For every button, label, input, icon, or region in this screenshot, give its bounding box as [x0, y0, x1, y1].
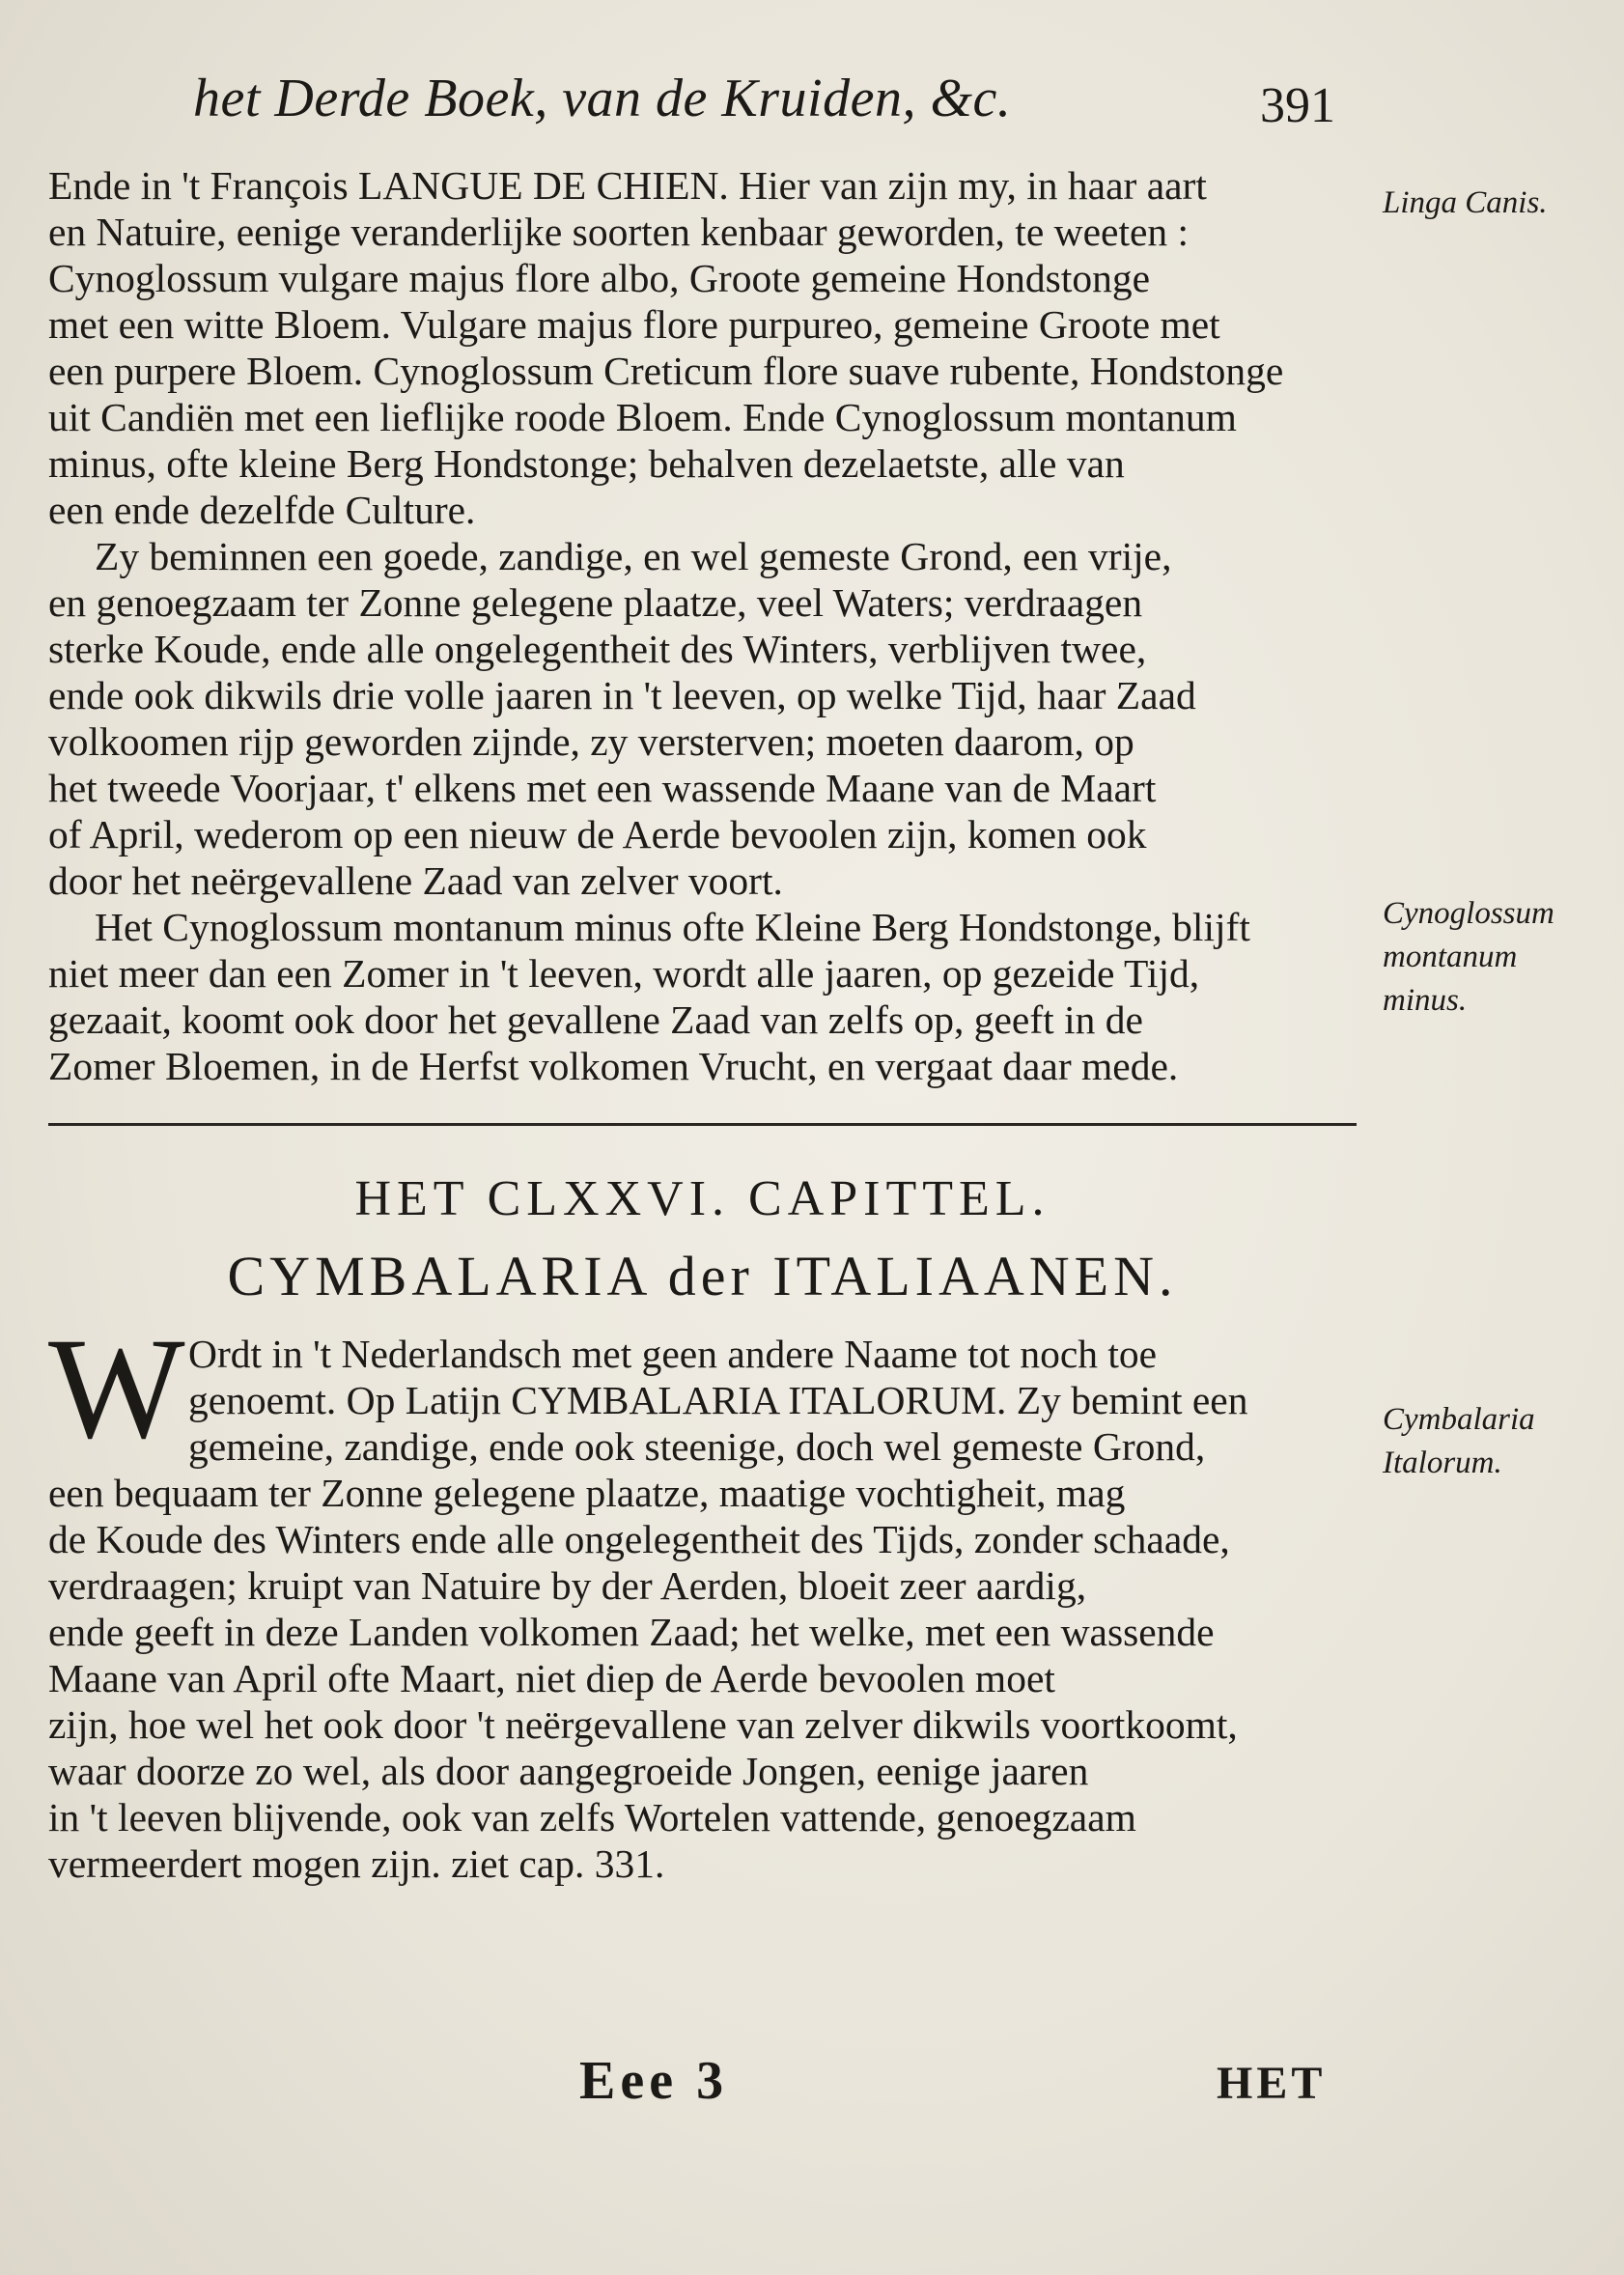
- chapter-title: CYMBALARIA der ITALIAANEN.: [227, 1245, 1178, 1307]
- text-line: met een witte Bloem. Vulgare majus flore purpureo, gemeine Groote met: [48, 302, 1220, 347]
- text-line: Ende in 't François LANGUE DE CHIEN. Hier van zijn my, in haar aart: [48, 163, 1207, 208]
- text-line: een bequaam ter Zonne gelegene plaatze, maatige vochtigheit, mag: [48, 1471, 1126, 1515]
- text-line: en genoegzaam ter Zonne gelegene plaatze, veel Waters; verdraagen: [48, 580, 1143, 625]
- text-line: en Natuire, eenige veranderlijke soorten kenbaar geworden, te weeten :: [48, 210, 1190, 254]
- text-line: gezaait, koomt ook door het gevallene Zaad van zelfs op, geeft in de: [48, 997, 1143, 1042]
- text-line: zijn, hoe wel het ook door 't neërgevallene van zelver dikwils voortkoomt,: [48, 1702, 1238, 1747]
- text-line: een ende dezelfde Culture.: [48, 488, 476, 532]
- marginal-note-cymbalaria: Cymbalaria Italorum.: [1383, 1402, 1535, 1480]
- chapter-body: [48, 1331, 1357, 1887]
- catchword: HET: [1217, 2058, 1327, 2109]
- text-line: gemeine, zandige, ende ook steenige, doch wel gemeste Grond,: [188, 1424, 1206, 1469]
- text-line: verdraagen; kruipt van Natuire by der Aerden, bloeit zeer aardig,: [48, 1563, 1087, 1608]
- text-line: Zomer Bloemen, in de Herfst volkomen Vrucht, en vergaat daar mede.: [48, 1044, 1179, 1088]
- text-line: ende ook dikwils drie volle jaaren in 't leeven, op welke Tijd, haar Zaad: [48, 673, 1196, 717]
- text-line: niet meer dan een Zomer in 't leeven, wordt alle jaaren, op gezeide Tijd,: [48, 951, 1200, 996]
- text-line: Zy beminnen een goede, zandige, en wel gemeste Grond, een vrije,: [95, 534, 1172, 578]
- text-line: Maane van April ofte Maart, niet diep de Aerde bevoolen moet: [48, 1656, 1055, 1700]
- page-number: 391: [1260, 78, 1335, 133]
- marginal-note-linga-canis: Linga Canis.: [1383, 185, 1548, 220]
- text-line: Het Cynoglossum montanum minus ofte Kleine Berg Hondstonge, blijft: [95, 905, 1250, 949]
- text-line: door het neërgevallene Zaad van zelver voort.: [48, 858, 783, 903]
- drop-cap: W: [48, 1308, 185, 1469]
- chapter-number: HET CLXXVI. CAPITTEL.: [354, 1171, 1050, 1226]
- paragraph-continuation: [48, 162, 1357, 533]
- text-line: volkoomen rijp geworden zijnde, zy versterven; moeten daarom, op: [48, 719, 1134, 764]
- paragraph-growing-conditions: [48, 533, 1357, 904]
- text-line: waar doorze zo wel, als door aangegroeide Jongen, eenige jaaren: [48, 1749, 1089, 1793]
- text-line: vermeerdert mogen zijn. ziet cap. 331.: [48, 1841, 665, 1886]
- section-divider: [48, 1123, 1357, 1126]
- running-head: het Derde Boek, van de Kruiden, &c.: [193, 69, 1012, 128]
- text-line: sterke Koude, ende alle ongelegentheit des Winters, verblijven twee,: [48, 627, 1147, 671]
- text-line: of April, wederom op een nieuw de Aerde bevoolen zijn, komen ook: [48, 812, 1147, 857]
- text-line: een purpere Bloem. Cynoglossum Creticum flore suave rubente, Hondstonge: [48, 349, 1284, 393]
- text-line: het tweede Voorjaar, t' elkens met een wassende Maane van de Maart: [48, 766, 1157, 810]
- signature-mark: Eee 3: [579, 2051, 729, 2111]
- text-line: genoemt. Op Latijn CYMBALARIA ITALORUM. Zy bemint een: [188, 1378, 1248, 1422]
- marginal-note-cynoglossum: Cynoglossum montanum minus.: [1383, 896, 1554, 1018]
- paragraph-cynoglossum-montanum: [48, 904, 1357, 1089]
- text-line: Cynoglossum vulgare majus flore albo, Groote gemeine Hondstonge: [48, 256, 1151, 300]
- text-line: Ordt in 't Nederlandsch met geen andere Naame tot noch toe: [188, 1332, 1158, 1376]
- text-line: de Koude des Winters ende alle ongelegentheit des Tijds, zonder schaade,: [48, 1517, 1230, 1561]
- text-line: in 't leeven blijvende, ook van zelfs Wortelen vattende, genoegzaam: [48, 1795, 1136, 1840]
- text-line: uit Candiën met een lieflijke roode Bloem. Ende Cynoglossum montanum: [48, 395, 1237, 439]
- text-line: ende geeft in deze Landen volkomen Zaad; het welke, met een wassende: [48, 1610, 1215, 1654]
- text-line: minus, ofte kleine Berg Hondstonge; behalven dezelaetste, alle van: [48, 441, 1125, 486]
